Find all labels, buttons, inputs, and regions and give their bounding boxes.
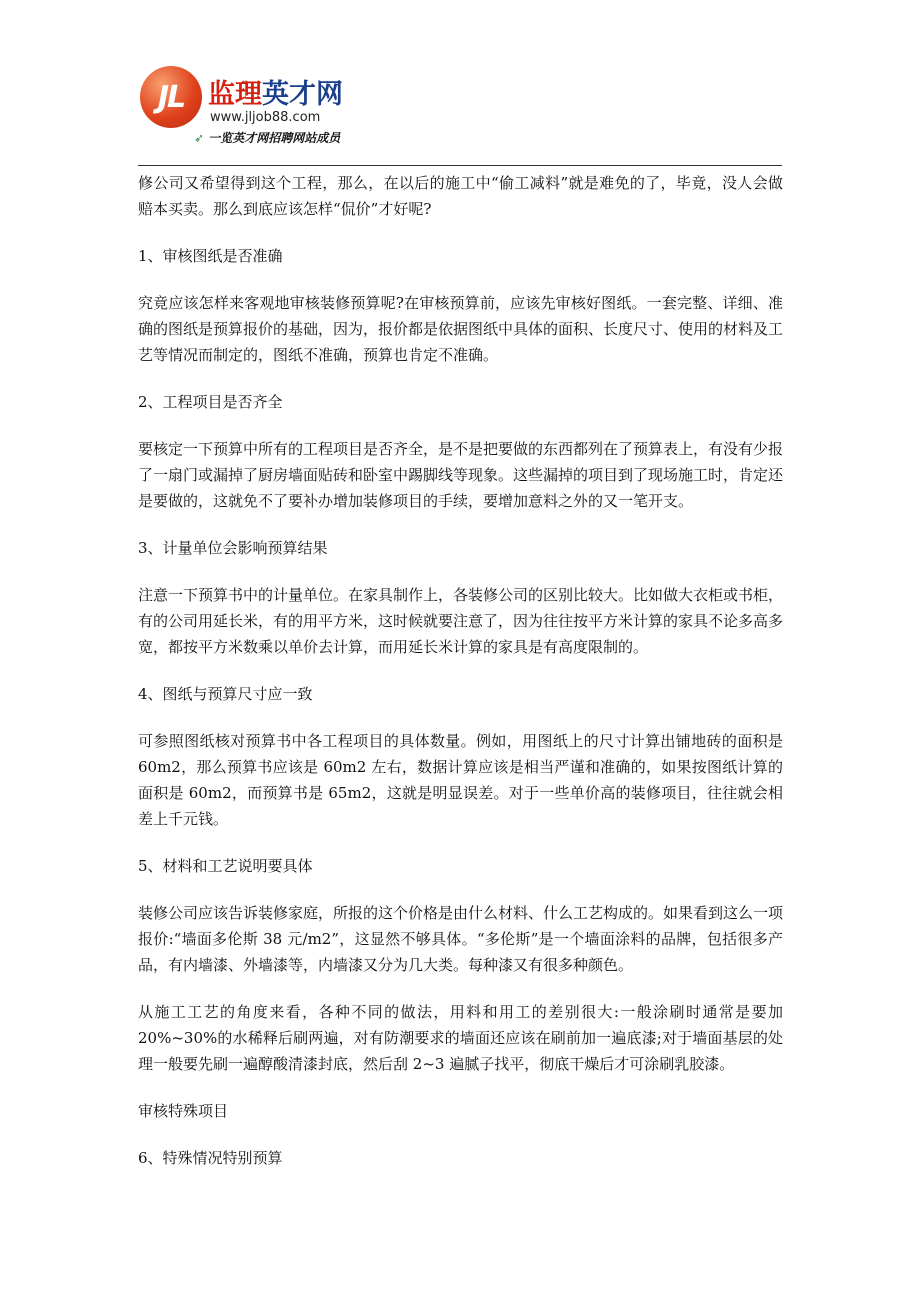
brand-slogan-text: 一览英才网招聘网站成员 [208, 131, 341, 145]
paragraph: 注意一下预算书中的计量单位。在家具制作上，各装修公司的区别比较大。比如做大衣柜或书柜，有的公司用延长米，有的用平方米，这时候就要注意了，因为往往按平方米计算的家具不论多高多宽，都按平方米数乘以单价去计算，而用延长米计算的家具是有高度限制的。 [138, 586, 784, 656]
section-heading: 1、审核图纸是否准确 [138, 247, 283, 265]
section-heading: 3、计量单位会影响预算结果 [138, 539, 328, 557]
logo-mark [140, 66, 202, 128]
paragraph: 装修公司应该告诉装修家庭，所报的这个价格是由什么材料、什么工艺构成的。如果看到这么一项报价:“墙面多伦斯 38 元/m2”，这显然不够具体。“多伦斯”是一个墙面涂料的品牌，包括很多产品，有内墙漆、外墙漆等，内墙漆又分为几大类。每种漆又有很多种颜色。 [138, 904, 784, 974]
brand-slogan [194, 129, 340, 146]
section-heading: 审核特殊项目 [138, 1102, 229, 1120]
section-heading: 4、图纸与预算尺寸应一致 [138, 685, 313, 703]
paragraph: 从施工工艺的角度来看，各种不同的做法，用料和用工的差别很大:一般涂刷时通常是要加 20%~30%的水稀释后刷两遍，对有防潮要求的墙面还应该在刷前加一遍底漆;对于墙面基层的处理一般要先刷一遍醇酸清漆封底，然后刮 2~3 遍腻子找平，彻底干燥后才可涂刷乳胶漆。 [138, 1003, 783, 1073]
brand-title-part1: 监理 [208, 79, 262, 110]
page-header [138, 62, 788, 166]
brand-url: www.jljob88.com [210, 110, 321, 125]
paragraph: 究竟应该怎样来客观地审核装修预算呢?在审核预算前，应该先审核好图纸。一套完整、详细、准确的图纸是预算报价的基础，因为，报价都是依据图纸中具体的面积、长度尺寸、使用的材料及工艺等情况而制定的，图纸不准确，预算也肯定不准确。 [138, 294, 784, 364]
section-heading: 5、材料和工艺说明要具体 [138, 857, 313, 875]
brand-title [208, 72, 343, 111]
brand-title-part2: 英才网 [262, 79, 343, 110]
paragraph: 修公司又希望得到这个工程，那么，在以后的施工中“偷工减料”就是难免的了，毕竟，没人会做赔本买卖。那么到底应该怎样“侃价”才好呢? [138, 174, 783, 218]
section-heading: 2、工程项目是否齐全 [138, 393, 283, 411]
paragraph: 要核定一下预算中所有的工程项目是否齐全，是不是把要做的东西都列在了预算表上，有没有少报了一扇门或漏掉了厨房墙面贴砖和卧室中踢脚线等现象。这些漏掉的项目到了现场施工时，肯定还是要做的，这就免不了要补办增加装修项目的手续，要增加意料之外的又一笔开支。 [138, 440, 784, 510]
document-body [138, 170, 783, 1192]
paragraph: 可参照图纸核对预算书中各工程项目的具体数量。例如，用图纸上的尺寸计算出铺地砖的面积是 60m2，那么预算书应该是 60m2 左右，数据计算应该是相当严谨和准确的，如果按图纸计算的面积是 60m2，而预算书是 65m2，这就是明显误差。对于一些单价高的装修项目，往往就会相差上千元钱。 [138, 732, 783, 828]
leaf-icon: ➶ [194, 131, 205, 145]
logo-mark-text: JL [157, 79, 185, 115]
header-divider [138, 165, 782, 166]
section-heading: 6、特殊情况特别预算 [138, 1149, 283, 1167]
